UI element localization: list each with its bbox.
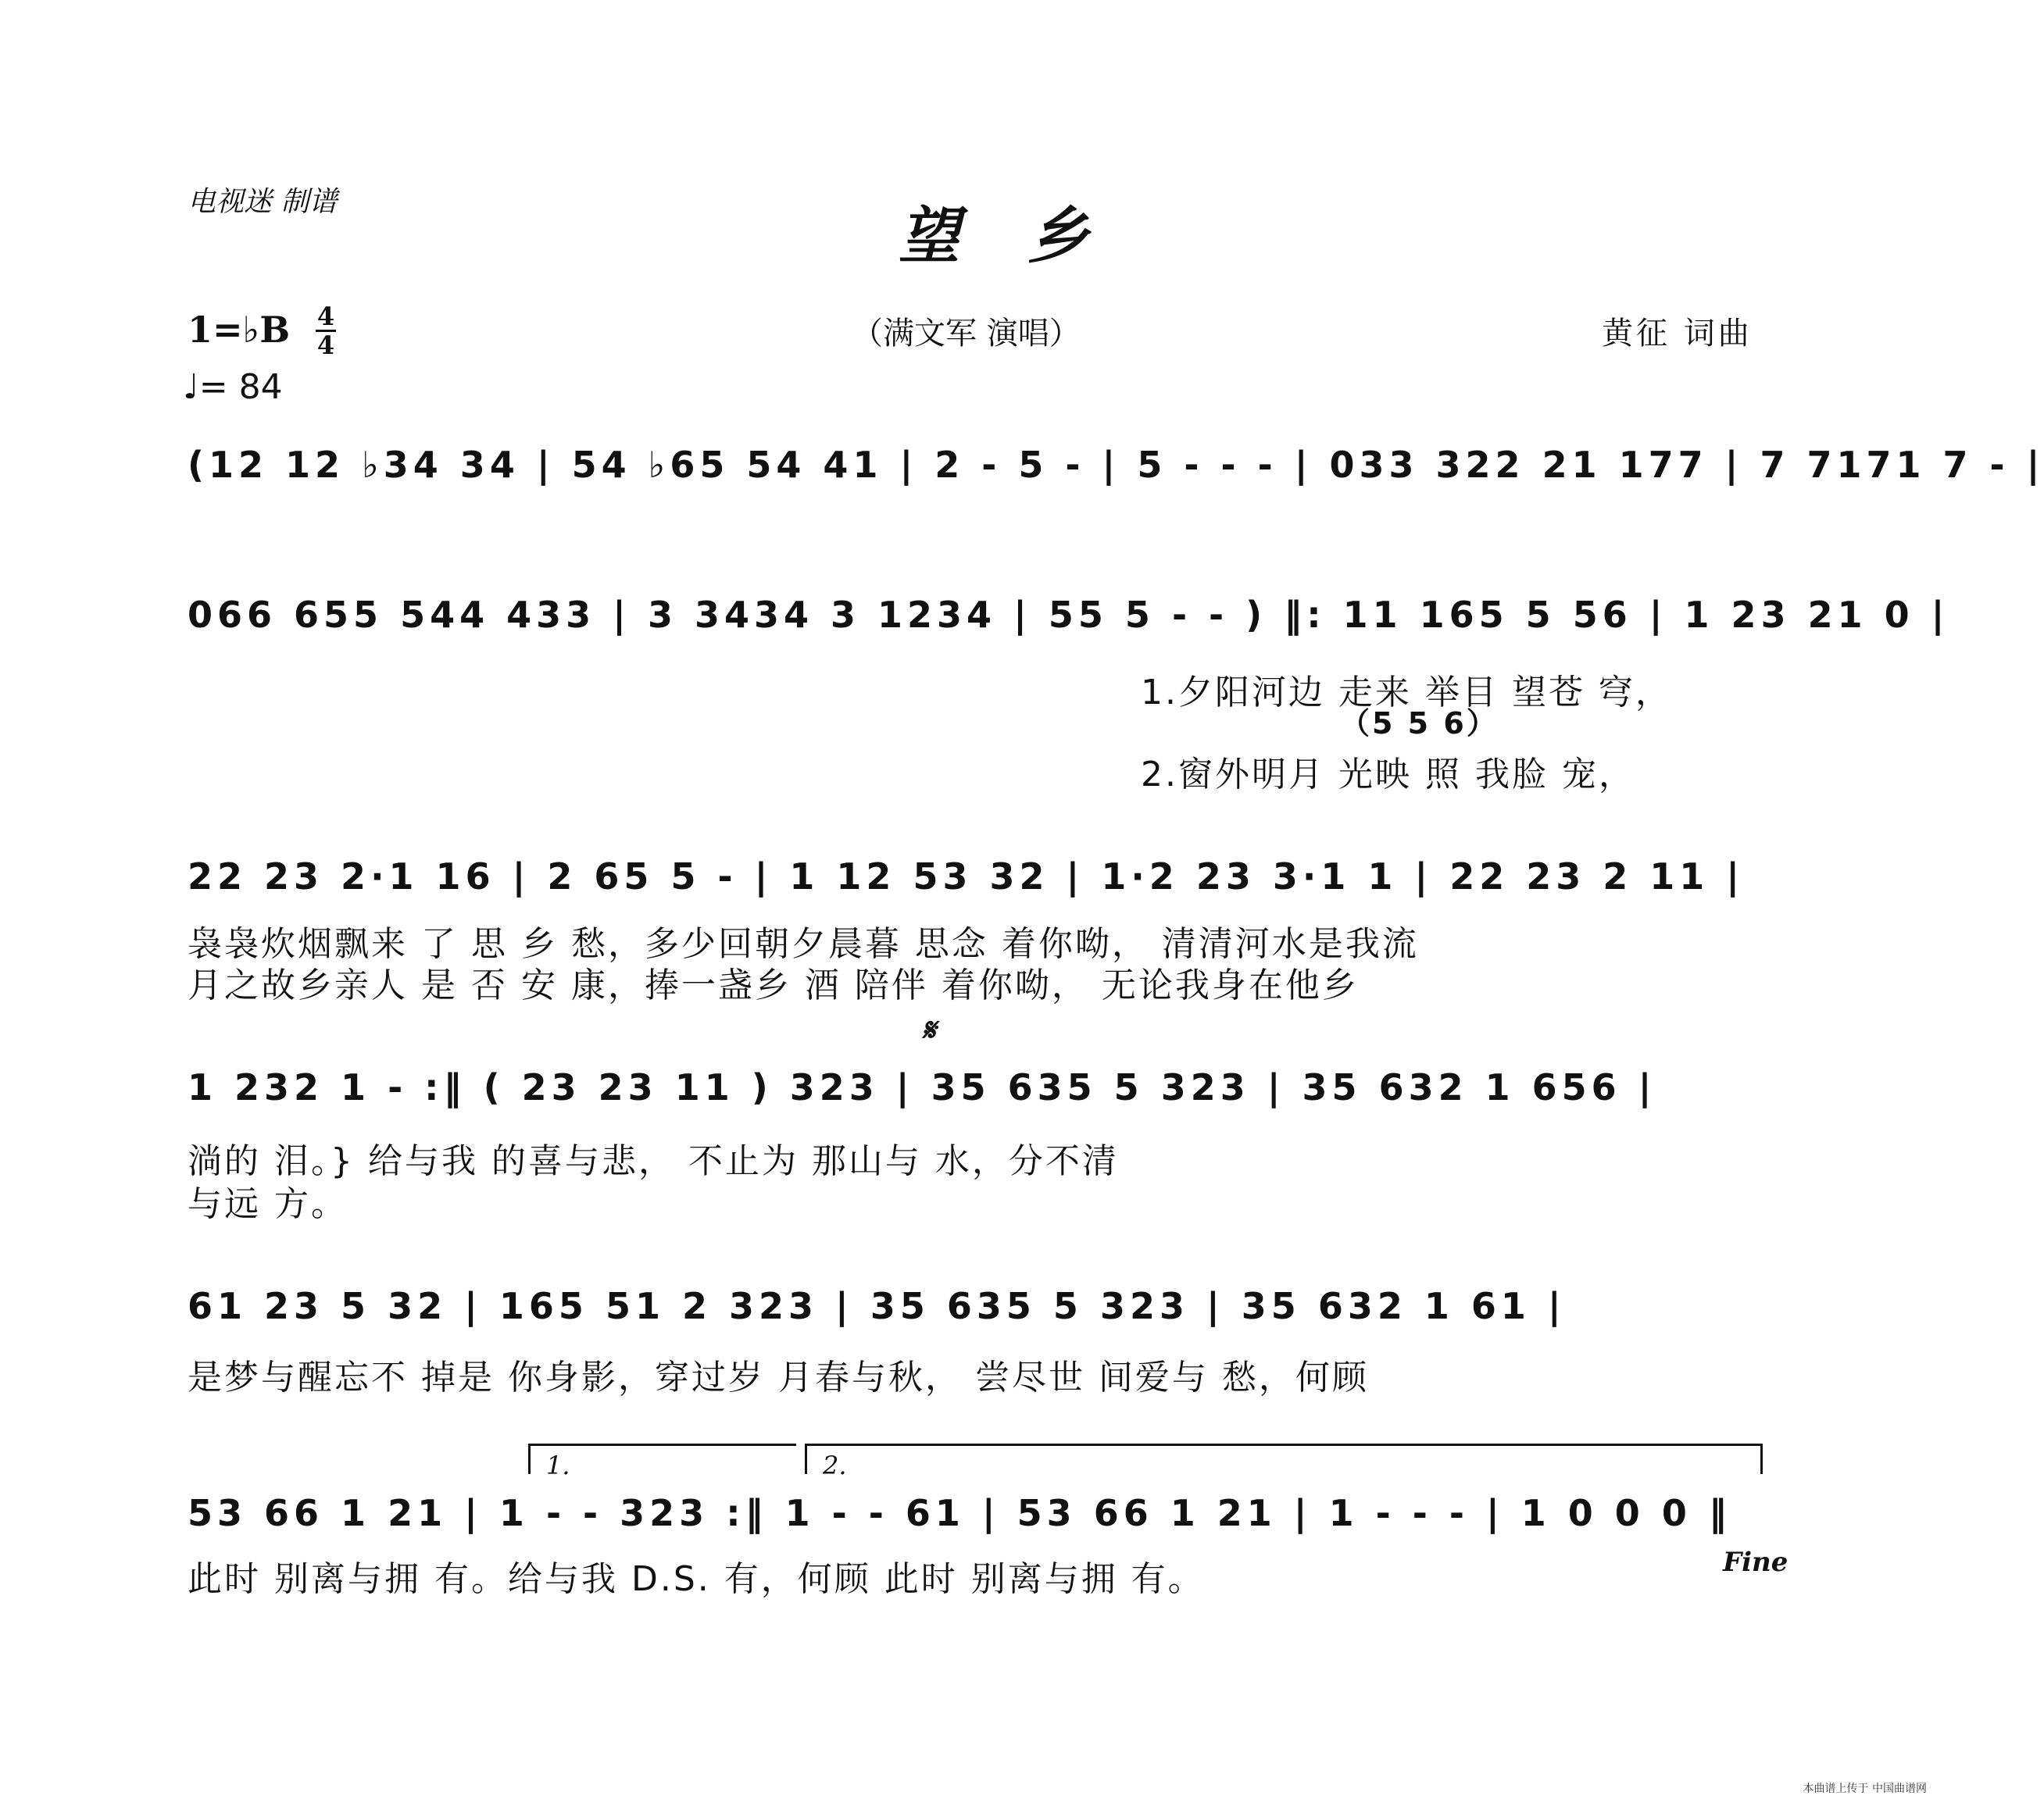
maker-credit: 电视迷 制谱 [188,186,338,218]
lyric-row-2-verse-2: 2.窗外明月 光映 照 我脸 宠， [1141,755,1635,794]
volta-1-label: 1. [546,1451,570,1480]
time-signature [314,303,338,359]
song-title: 望 乡 [899,201,1113,272]
score-row-6: 53 66 1 21 | 1 - - 323 :‖ 1 - - 61 | 53 66 1 21 | 1 - - - | 1 0 0 0 ‖ [188,1492,1731,1534]
volta-2-label: 2. [823,1451,847,1480]
tempo-marking: ♩= 84 [183,367,283,407]
composer-credit: 黄征 词曲 [1602,316,1753,352]
score-row-1: (12 12 ♭34 34 | 54 ♭65 54 41 | 2 - 5 - | 5 - - - | 033 322 21 177 | 7 7171 7 - | [188,444,2044,486]
singer-credit: （满文军 演唱） [852,316,1081,352]
lyric-row-2-paren-notes: （5 5 6） [1340,706,1499,741]
time-sig-bottom: 4 [316,330,335,360]
lyric-row-5: 是梦与醒忘不 掉是 你身影，穿过岁 月春与秋， 尝尽世 间爱与 愁，何顾 [188,1358,1369,1397]
lyric-row-4-verse-1: 淌的 泪。} 给与我 的喜与悲， 不止为 那山与 水，分不清 [188,1141,1119,1181]
score-row-5: 61 23 5 32 | 165 51 2 323 | 35 635 5 323 | 35 632 1 61 | [188,1285,1566,1327]
lyric-row-3-verse-2: 月之故乡亲人 是 否 安 康，捧一盏乡 酒 陪伴 着你呦， 无论我身在他乡 [188,966,1359,1005]
score-row-2: 066 655 544 433 | 3 3434 3 1234 | 55 5 - - ) ‖: 11 165 5 56 | 1 23 21 0 | [188,594,1949,636]
lyric-row-2-verse-1: 1.夕阳河边 走来 举目 望苍 穹， [1141,673,1672,712]
volta-bracket-2 [805,1444,1763,1480]
footer-credit: 本曲谱上传于 中国曲谱网 [1803,1783,1927,1795]
volta-bracket-1 [528,1444,796,1480]
fine-mark: Fine [1723,1547,1789,1578]
segno-mark: 𝄋 [922,1012,936,1048]
time-sig-top: 4 [316,302,335,331]
key-signature: 1=♭B [188,309,291,351]
lyric-row-4-verse-2: 与远 方。 [188,1184,348,1224]
score-row-4: 1 232 1 - :‖ ( 23 23 11 ) 323 | 35 635 5 323 | 35 632 1 656 | [188,1066,1656,1108]
lyric-row-3-verse-1: 袅袅炊烟飘来 了 思 乡 愁，多少回朝夕晨暮 思念 着你呦， 清清河水是我流 [188,924,1419,964]
score-row-3: 22 23 2·1 16 | 2 65 5 - | 1 12 53 32 | 1·2 23 3·1 1 | 22 23 2 11 | [188,855,1745,898]
lyric-row-6: 此时 别离与拥 有。给与我 D.S. 有，何顾 此时 别离与拥 有。 [188,1559,1205,1599]
